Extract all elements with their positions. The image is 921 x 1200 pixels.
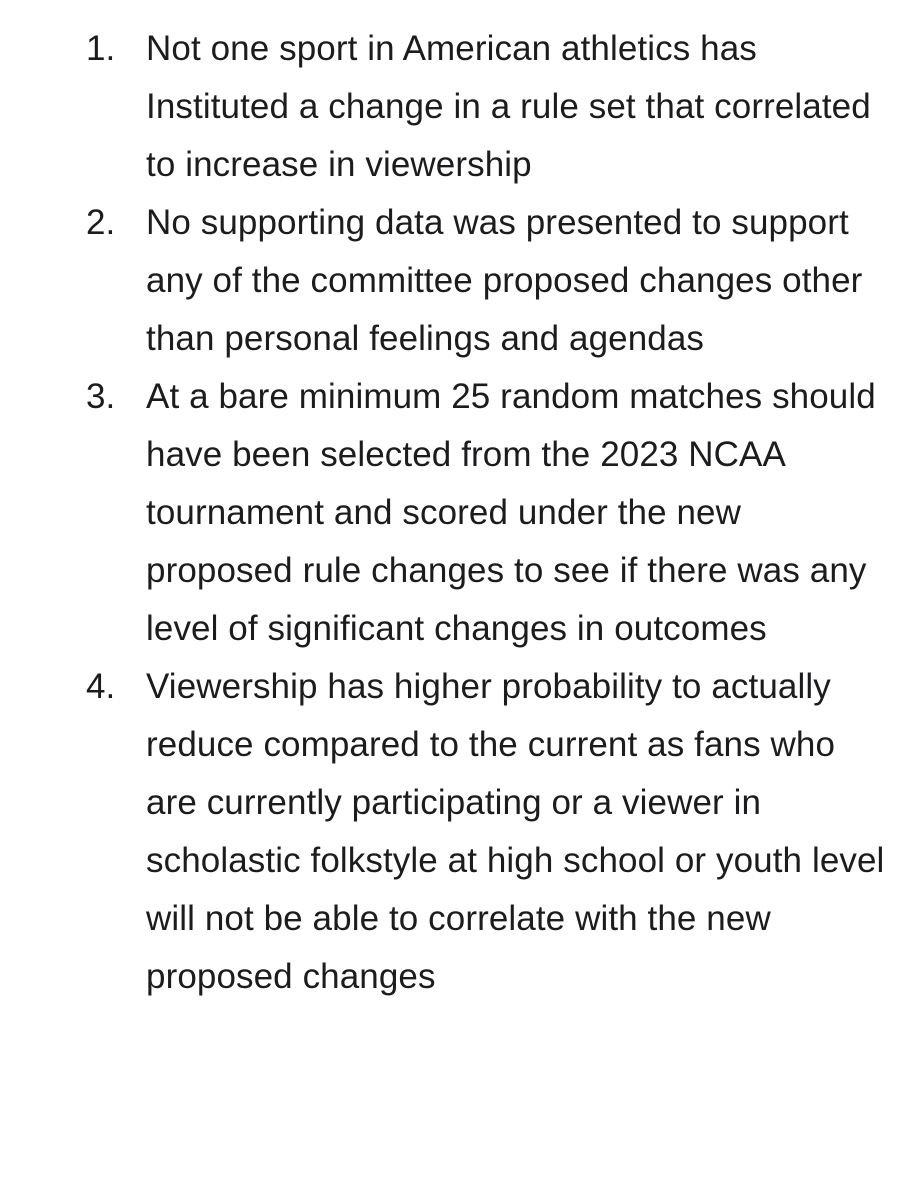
list-item [0,194,921,368]
list-item-number: 2. [86,203,116,242]
list-item-text: No supporting data was presented to support any of the committee proposed changes other than personal feelings and agendas [146,203,863,358]
list-item-number: 4. [86,667,116,706]
list-item-text: Viewership has higher probability to actually reduce compared to the current as fans who are currently participating or a viewer in scholastic folkstyle at high school or youth level will not be able to correlate with the new proposed changes [146,667,885,996]
list-item [0,368,921,658]
list-item-number: 3. [86,377,116,416]
list-item-text: Not one sport in American athletics has Instituted a change in a rule set that correlated to increase in viewership [146,29,871,184]
note-body [0,20,921,1006]
list-item [0,658,921,1006]
list-item-number: 1. [86,29,116,68]
list-item [0,20,921,194]
list-item-text: At a bare minimum 25 random matches should have been selected from the 2023 NCAA tournament and scored under the new proposed rule changes to see if there was any level of significant changes in outcomes [146,377,876,648]
